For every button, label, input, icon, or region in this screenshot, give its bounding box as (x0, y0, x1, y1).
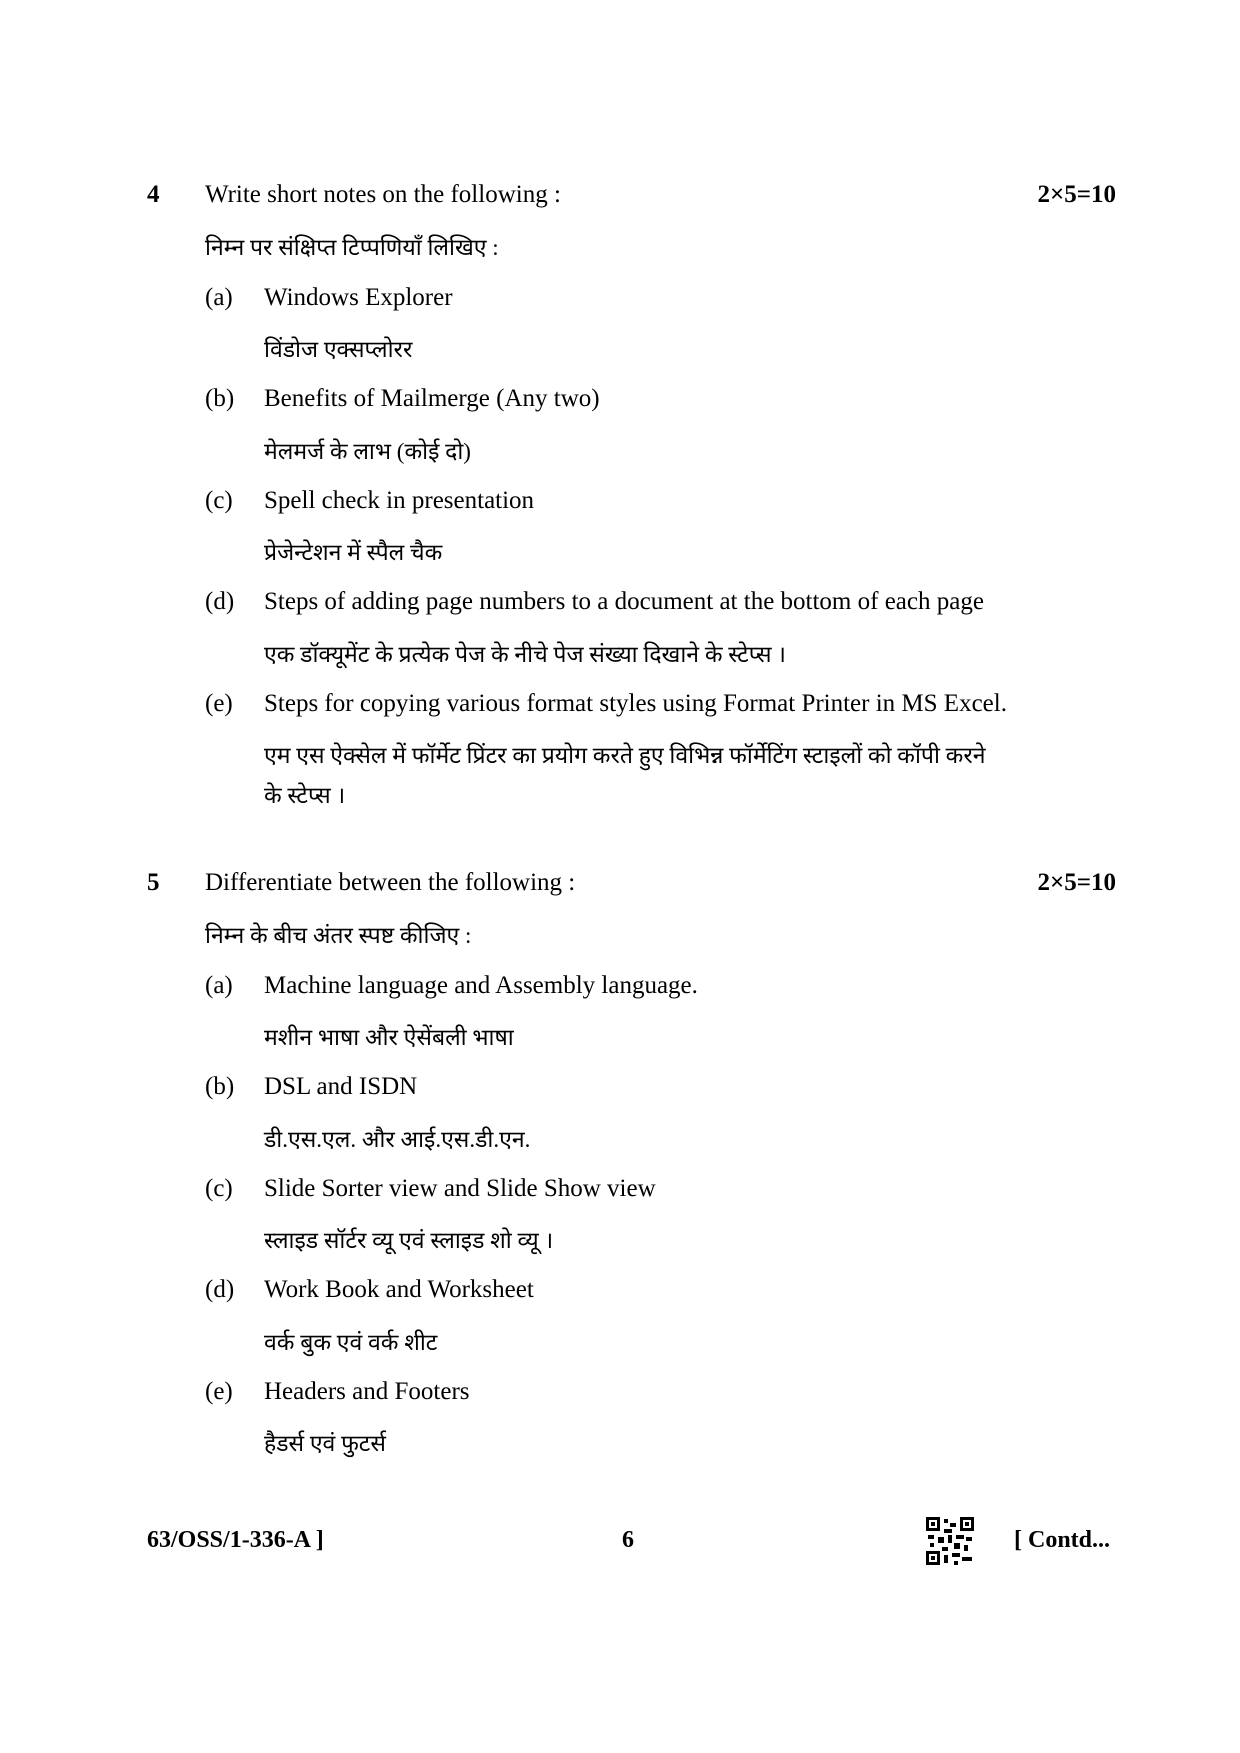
q4-e-text: Steps for copying various format styles using Format Printer in MS Excel. (264, 690, 1007, 717)
q5-c-label: (c) (205, 1175, 233, 1202)
q4-number: 4 (147, 181, 160, 208)
q5-e-hindi: हैडर्स एवं फुटर्स (264, 1431, 386, 1456)
q4-a-text: Windows Explorer (264, 284, 453, 311)
q4-b-label: (b) (205, 385, 235, 412)
paper-code: 63/OSS/1-336-A ] (147, 1527, 324, 1553)
q4-d-hindi: एक डॉक्यूमेंट के प्रत्येक पेज के नीचे पेज संख्या दिखाने के स्टेप्स । (264, 642, 787, 667)
q4-c-label: (c) (205, 487, 233, 514)
q4-b-text: Benefits of Mailmerge (Any two) (264, 385, 600, 412)
q4-a-hindi: विंडोज एक्सप्लोरर (264, 337, 413, 362)
q5-text: Differentiate between the following : (205, 869, 576, 896)
q4-c-text: Spell check in presentation (264, 487, 535, 514)
q4-c-hindi: प्रेजेन्टेशन में स्पैल चैक (264, 540, 443, 565)
q5-e-label: (e) (205, 1378, 233, 1405)
q4-e-hindi: एम एस ऐक्सेल में फॉर्मेट प्रिंटर का प्रयोग करते हुए विभिन्न फॉर्मेटिंग स्टाइलों को कॉपी करने (264, 743, 986, 768)
q5-d-text: Work Book and Worksheet (264, 1276, 534, 1303)
q5-d-label: (d) (205, 1276, 235, 1303)
page-number: 6 (622, 1527, 634, 1553)
q5-a-label: (a) (205, 972, 233, 999)
q5-number: 5 (147, 869, 160, 896)
q4-e-hindi-continued: के स्टेप्स । (264, 783, 346, 808)
q4-hindi: निम्न पर संक्षिप्त टिप्पणियाँ लिखिए : (205, 235, 499, 260)
q4-d-label: (d) (205, 588, 235, 615)
q5-c-hindi: स्लाइड सॉर्टर व्यू एवं स्लाइड शो व्यू । (264, 1228, 554, 1253)
q5-a-text: Machine language and Assembly language. (264, 972, 698, 999)
q4-b-hindi: मेलमर्ज के लाभ (कोई दो) (264, 439, 471, 464)
q5-b-hindi: डी.एस.एल. और आई.एस.डी.एन. (264, 1127, 531, 1152)
q5-hindi: निम्न के बीच अंतर स्पष्ट कीजिए : (205, 923, 472, 948)
q4-e-label: (e) (205, 690, 233, 717)
q4-a-label: (a) (205, 284, 233, 311)
q5-a-hindi: मशीन भाषा और ऐसेंबली भाषा (264, 1025, 514, 1050)
qr-code-icon (926, 1517, 974, 1565)
q5-c-text: Slide Sorter view and Slide Show view (264, 1175, 656, 1202)
continued-label: [ Contd... (1014, 1527, 1111, 1553)
q4-marks: 2×5=10 (1037, 181, 1116, 208)
q5-e-text: Headers and Footers (264, 1378, 470, 1405)
q5-b-label: (b) (205, 1073, 235, 1100)
q5-b-text: DSL and ISDN (264, 1073, 418, 1100)
q5-d-hindi: वर्क बुक एवं वर्क शीट (264, 1330, 438, 1355)
q4-text: Write short notes on the following : (205, 181, 561, 208)
q4-d-text: Steps of adding page numbers to a document at the bottom of each page (264, 588, 984, 615)
q5-marks: 2×5=10 (1037, 869, 1116, 896)
